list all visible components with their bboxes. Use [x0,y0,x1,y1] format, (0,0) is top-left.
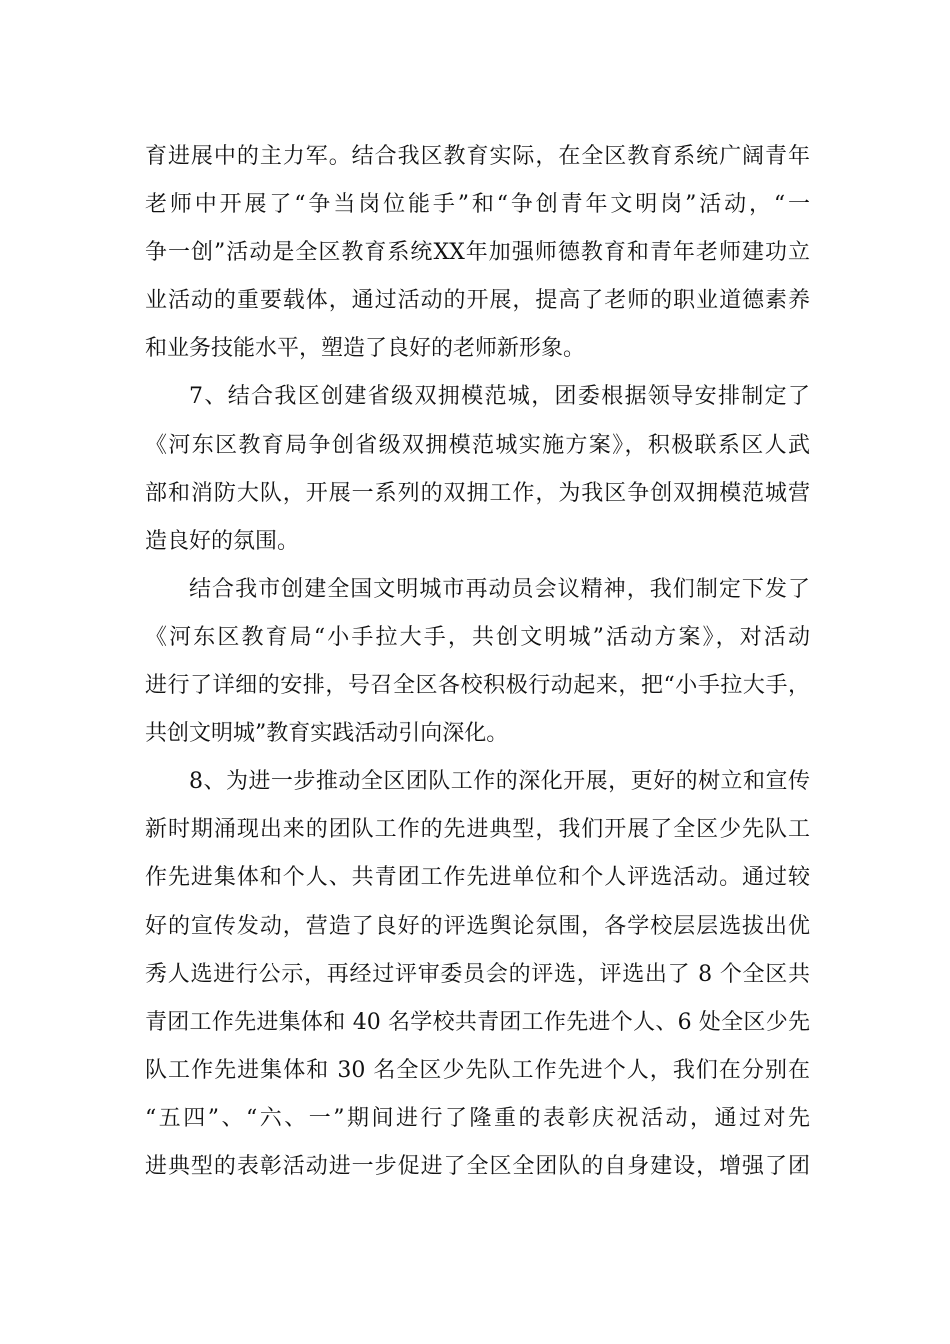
text-line: 争一创”活动是全区教育系统XX年加强师德教育和青年老师建功立 [145,240,810,266]
text-line: 共创文明城”教育实践活动引向深化。 [145,721,509,747]
text-line: 队工作先进集体和 30 名全区少先队工作先进个人，我们在分别在 [145,1057,810,1083]
text-line: 7、结合我区创建省级双拥模范城，团委根据领导安排制定了 [189,384,810,410]
text-line: 业活动的重要载体，通过活动的开展，提高了老师的职业道德素养 [145,288,810,314]
text-line: 老师中开展了“争当岗位能手”和“争创青年文明岗”活动，“一 [145,192,810,218]
text-line: 结合我市创建全国文明城市再动员会议精神，我们制定下发了 [189,576,810,602]
text-line: 作先进集体和个人、共青团工作先进单位和个人评选活动。通过较 [145,865,810,891]
text-line: 进行了详细的安排，号召全区各校积极行动起来，把“小手拉大手， [145,673,810,699]
text-line: 新时期涌现出来的团队工作的先进典型，我们开展了全区少先队工 [145,817,810,843]
body-text [145,133,810,1191]
text-line: 8、为进一步推动全区团队工作的深化开展，更好的树立和宣传 [189,769,810,795]
text-line: 秀人选进行公示，再经过评审委员会的评选，评选出了 8 个全区共 [145,961,810,987]
text-line: 部和消防大队，开展一系列的双拥工作，为我区争创双拥模范城营 [145,480,810,506]
text-line: 青团工作先进集体和 40 名学校共青团工作先进个人、6 处全区少先 [145,1009,810,1035]
text-line: 进典型的表彰活动进一步促进了全区全团队的自身建设，增强了团 [145,1153,810,1179]
text-line: 《河东区教育局“小手拉大手，共创文明城”活动方案》，对活动 [145,624,810,650]
text-line: 和业务技能水平，塑造了良好的老师新形象。 [145,336,586,362]
text-line: 好的宣传发动，营造了良好的评选舆论氛围，各学校层层选拔出优 [145,913,810,939]
text-line: 《河东区教育局争创省级双拥模范城实施方案》，积极联系区人武 [145,432,810,458]
text-line: 育进展中的主力军。结合我区教育实际，在全区教育系统广阔青年 [145,144,810,169]
text-line: 造良好的氛围。 [145,528,300,554]
text-line: “五四”、“六、一”期间进行了隆重的表彰庆祝活动，通过对先 [145,1105,810,1131]
